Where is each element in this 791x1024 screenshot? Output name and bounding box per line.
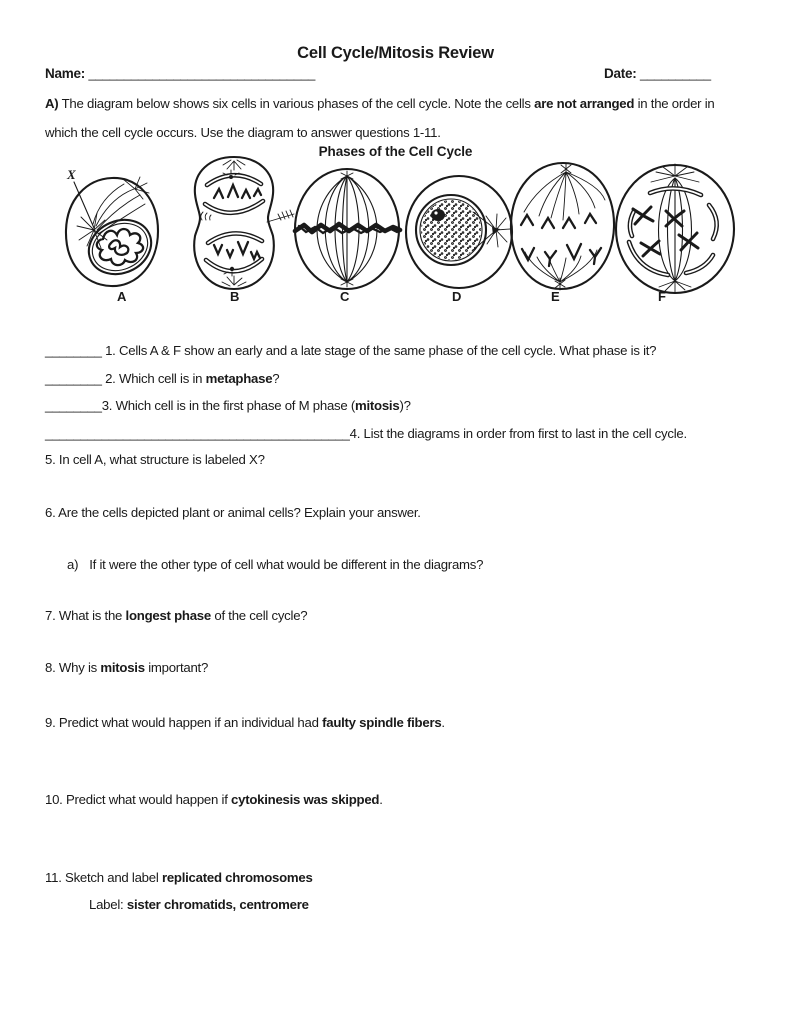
answer-blank: ________ (45, 371, 102, 386)
section-a-instructions: A) The diagram below shows six cells in various phases of the cell cycle. Note the cells are not arranged in the order in which the cell cycle occurs. Use the diagram to answer questions 1-11. (45, 96, 715, 140)
answer-blank: ___________________________________________ (45, 426, 350, 441)
aster-top (223, 160, 245, 170)
date-label: Date: (604, 66, 637, 81)
diagram-title: Phases of the Cell Cycle (318, 144, 473, 159)
cell-c-metaphase-figure (290, 163, 405, 295)
spindle-fibers-top (524, 172, 605, 220)
cell-label-b: B (230, 289, 240, 304)
question-6: 6. Are the cells depicted plant or animal cells? Explain your answer. (45, 505, 421, 520)
date-blank-line: __________ (639, 66, 711, 81)
centriole-bottom (230, 267, 234, 271)
question-1: ________ 1. Cells A & F show an early and a late stage of the same phase of the cell cycle. What phase is it? (45, 343, 657, 358)
cell-a-prophase-figure (50, 162, 165, 297)
aster-bottom (222, 276, 246, 286)
cell-label-e: E (551, 289, 560, 304)
condensed-chromatin (97, 229, 143, 265)
answer-blank: ________ (45, 343, 102, 358)
cell-label-d: D (452, 289, 462, 304)
question-11-label-line: Label: sister chromatids, centromere (89, 897, 309, 912)
chromosomes-moving-up (521, 214, 596, 228)
x-structure-label: X (67, 167, 76, 182)
section-a-marker: A) (45, 96, 59, 111)
question-9: 9. Predict what would happen if an individual had faulty spindle fibers. (45, 715, 445, 730)
question-6a: a) If it were the other type of cell what would be different in the diagrams? (67, 557, 484, 572)
cell-label-c: C (340, 289, 350, 304)
cell-e-anaphase-figure (502, 157, 622, 295)
spindle-fibers (659, 178, 692, 281)
cell-b-telophase-figure (172, 152, 297, 294)
question-8: 8. Why is mitosis important? (45, 660, 209, 675)
cell-f-prometaphase-figure (608, 160, 743, 298)
name-label: Name: (45, 66, 86, 81)
question-5: 5. In cell A, what structure is labeled X? (45, 452, 265, 467)
cell-label-a: A (117, 289, 127, 304)
nucleolus (431, 209, 445, 221)
question-3: ________3. Which cell is in the first phase of M phase (mitosis)? (45, 398, 411, 413)
subitem-marker: a) (67, 557, 79, 572)
x-chromosome (633, 207, 653, 224)
page-title: Cell Cycle/Mitosis Review (297, 44, 494, 62)
answer-blank: ________ (45, 398, 102, 413)
question-4: ___________________________________________4. List the diagrams in order from first to last in the cell cycle. (45, 426, 687, 441)
chromosomes-moving-down (522, 244, 601, 266)
cleavage-furrow-marks (201, 212, 211, 220)
cell-label-f: F (658, 289, 666, 304)
chromosomes-top (214, 185, 261, 198)
name-blank-line: ________________________________ (88, 66, 316, 81)
chromosomes-bottom (214, 242, 260, 259)
question-11: 11. Sketch and label replicated chromosomes (45, 870, 313, 885)
spindle-fibers-bottom (525, 250, 597, 282)
x-chromosome (641, 241, 660, 256)
question-10: 10. Predict what would happen if cytokinesis was skipped. (45, 792, 383, 807)
question-2: ________ 2. Which cell is in metaphase? (45, 371, 280, 386)
cell-d-interphase-figure (402, 172, 517, 294)
name-field (45, 66, 315, 81)
question-7: 7. What is the longest phase of the cell cycle? (45, 608, 308, 623)
date-field (604, 66, 711, 81)
nuclear-envelope-fragment (686, 255, 713, 273)
centriole-top (229, 175, 233, 179)
